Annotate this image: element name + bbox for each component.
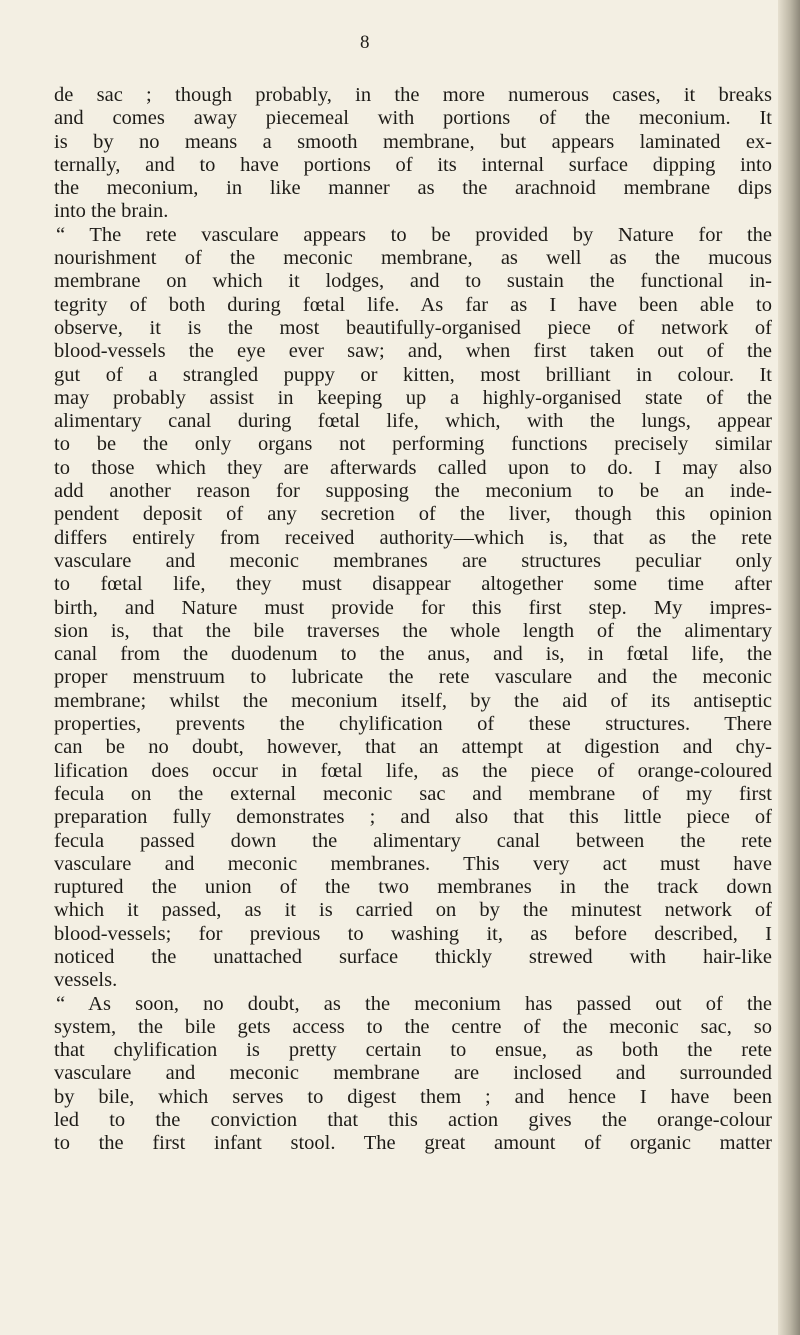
text-line: blood-vessels the eye ever saw; and, when first taken out of the <box>54 340 772 363</box>
text-line: may probably assist in keeping up a highly-organised state of the <box>54 386 772 409</box>
text-line: noticed the unattached surface thickly strewed with hair-like <box>54 945 772 968</box>
text-line: system, the bile gets access to the centre of the meconic sac, so <box>54 1015 772 1038</box>
paragraph <box>54 84 772 224</box>
text-line: add another reason for supposing the meconium to be an inde- <box>54 480 772 503</box>
text-line: vasculare and meconic membranes are structures peculiar only <box>54 549 772 572</box>
text-line: by bile, which serves to digest them ; and hence I have been <box>54 1085 772 1108</box>
text-line: birth, and Nature must provide for this first step. My impres- <box>54 596 772 619</box>
text-line: led to the conviction that this action gives the orange-colour <box>54 1109 772 1132</box>
paragraph <box>54 993 772 1156</box>
text-line: observe, it is the most beautifully-organised piece of network of <box>54 316 772 339</box>
text-line: blood-vessels; for previous to washing it, as before described, I <box>54 922 772 945</box>
text-line: and comes away piecemeal with portions of the meconium. It <box>54 107 772 130</box>
text-line: differs entirely from received authority—which is, that as the rete <box>54 526 772 549</box>
text-line: fecula passed down the alimentary canal between the rete <box>54 829 772 852</box>
text-line: alimentary canal during fœtal life, which, with the lungs, appear <box>54 410 772 433</box>
body-text <box>54 84 772 1156</box>
text-line: to the first infant stool. The great amount of organic matter <box>54 1132 772 1155</box>
text-line: fecula on the external meconic sac and membrane of my first <box>54 782 772 805</box>
text-line: vessels. <box>54 969 118 992</box>
text-line: to those which they are afterwards called upon to do. I may also <box>54 456 772 479</box>
text-line: can be no doubt, however, that an attempt at digestion and chy- <box>54 736 772 759</box>
text-line: is by no means a smooth membrane, but appears laminated ex- <box>54 130 772 153</box>
text-line: nourishment of the meconic membrane, as well as the mucous <box>54 247 772 270</box>
text-line: into the brain. <box>54 200 169 223</box>
text-line: proper menstruum to lubricate the rete vasculare and the meconic <box>54 666 772 689</box>
text-line: to be the only organs not performing functions precisely similar <box>54 433 772 456</box>
text-line: vasculare and meconic membrane are inclosed and surrounded <box>54 1062 772 1085</box>
text-line: vasculare and meconic membranes. This very act must have <box>54 852 772 875</box>
text-line: “ The rete vasculare appears to be provided by Nature for the <box>56 223 772 246</box>
text-line: “ As soon, no doubt, as the meconium has passed out of the <box>56 992 772 1015</box>
paragraph <box>54 224 772 993</box>
text-line: preparation fully demonstrates ; and also that this little piece of <box>54 806 772 829</box>
text-line: de sac ; though probably, in the more numerous cases, it breaks <box>54 84 772 106</box>
text-line: the meconium, in like manner as the arachnoid membrane dips <box>54 177 772 200</box>
text-line: which it passed, as it is carried on by the minutest network of <box>54 899 772 922</box>
text-line: membrane on which it lodges, and to sustain the functional in- <box>54 270 772 293</box>
text-line: to fœtal life, they must disappear altogether some time after <box>54 573 772 596</box>
text-line: lification does occur in fœtal life, as the piece of orange-coloured <box>54 759 772 782</box>
text-line: ternally, and to have portions of its internal surface dipping into <box>54 153 772 176</box>
text-line: sion is, that the bile traverses the whole length of the alimentary <box>54 619 772 642</box>
text-line: membrane; whilst the meconium itself, by the aid of its antiseptic <box>54 689 772 712</box>
page-number: 8 <box>360 32 371 53</box>
text-line: tegrity of both during fœtal life. As far as I have been able to <box>54 293 772 316</box>
text-line: properties, prevents the chylification of these structures. There <box>54 713 772 736</box>
text-line: ruptured the union of the two membranes in the track down <box>54 876 772 899</box>
text-line: canal from the duodenum to the anus, and is, in fœtal life, the <box>54 643 772 666</box>
text-line: gut of a strangled puppy or kitten, most brilliant in colour. It <box>54 363 772 386</box>
page-edge <box>778 0 800 1335</box>
text-line: pendent deposit of any secretion of the liver, though this opinion <box>54 503 772 526</box>
text-line: that chylification is pretty certain to ensue, as both the rete <box>54 1039 772 1062</box>
